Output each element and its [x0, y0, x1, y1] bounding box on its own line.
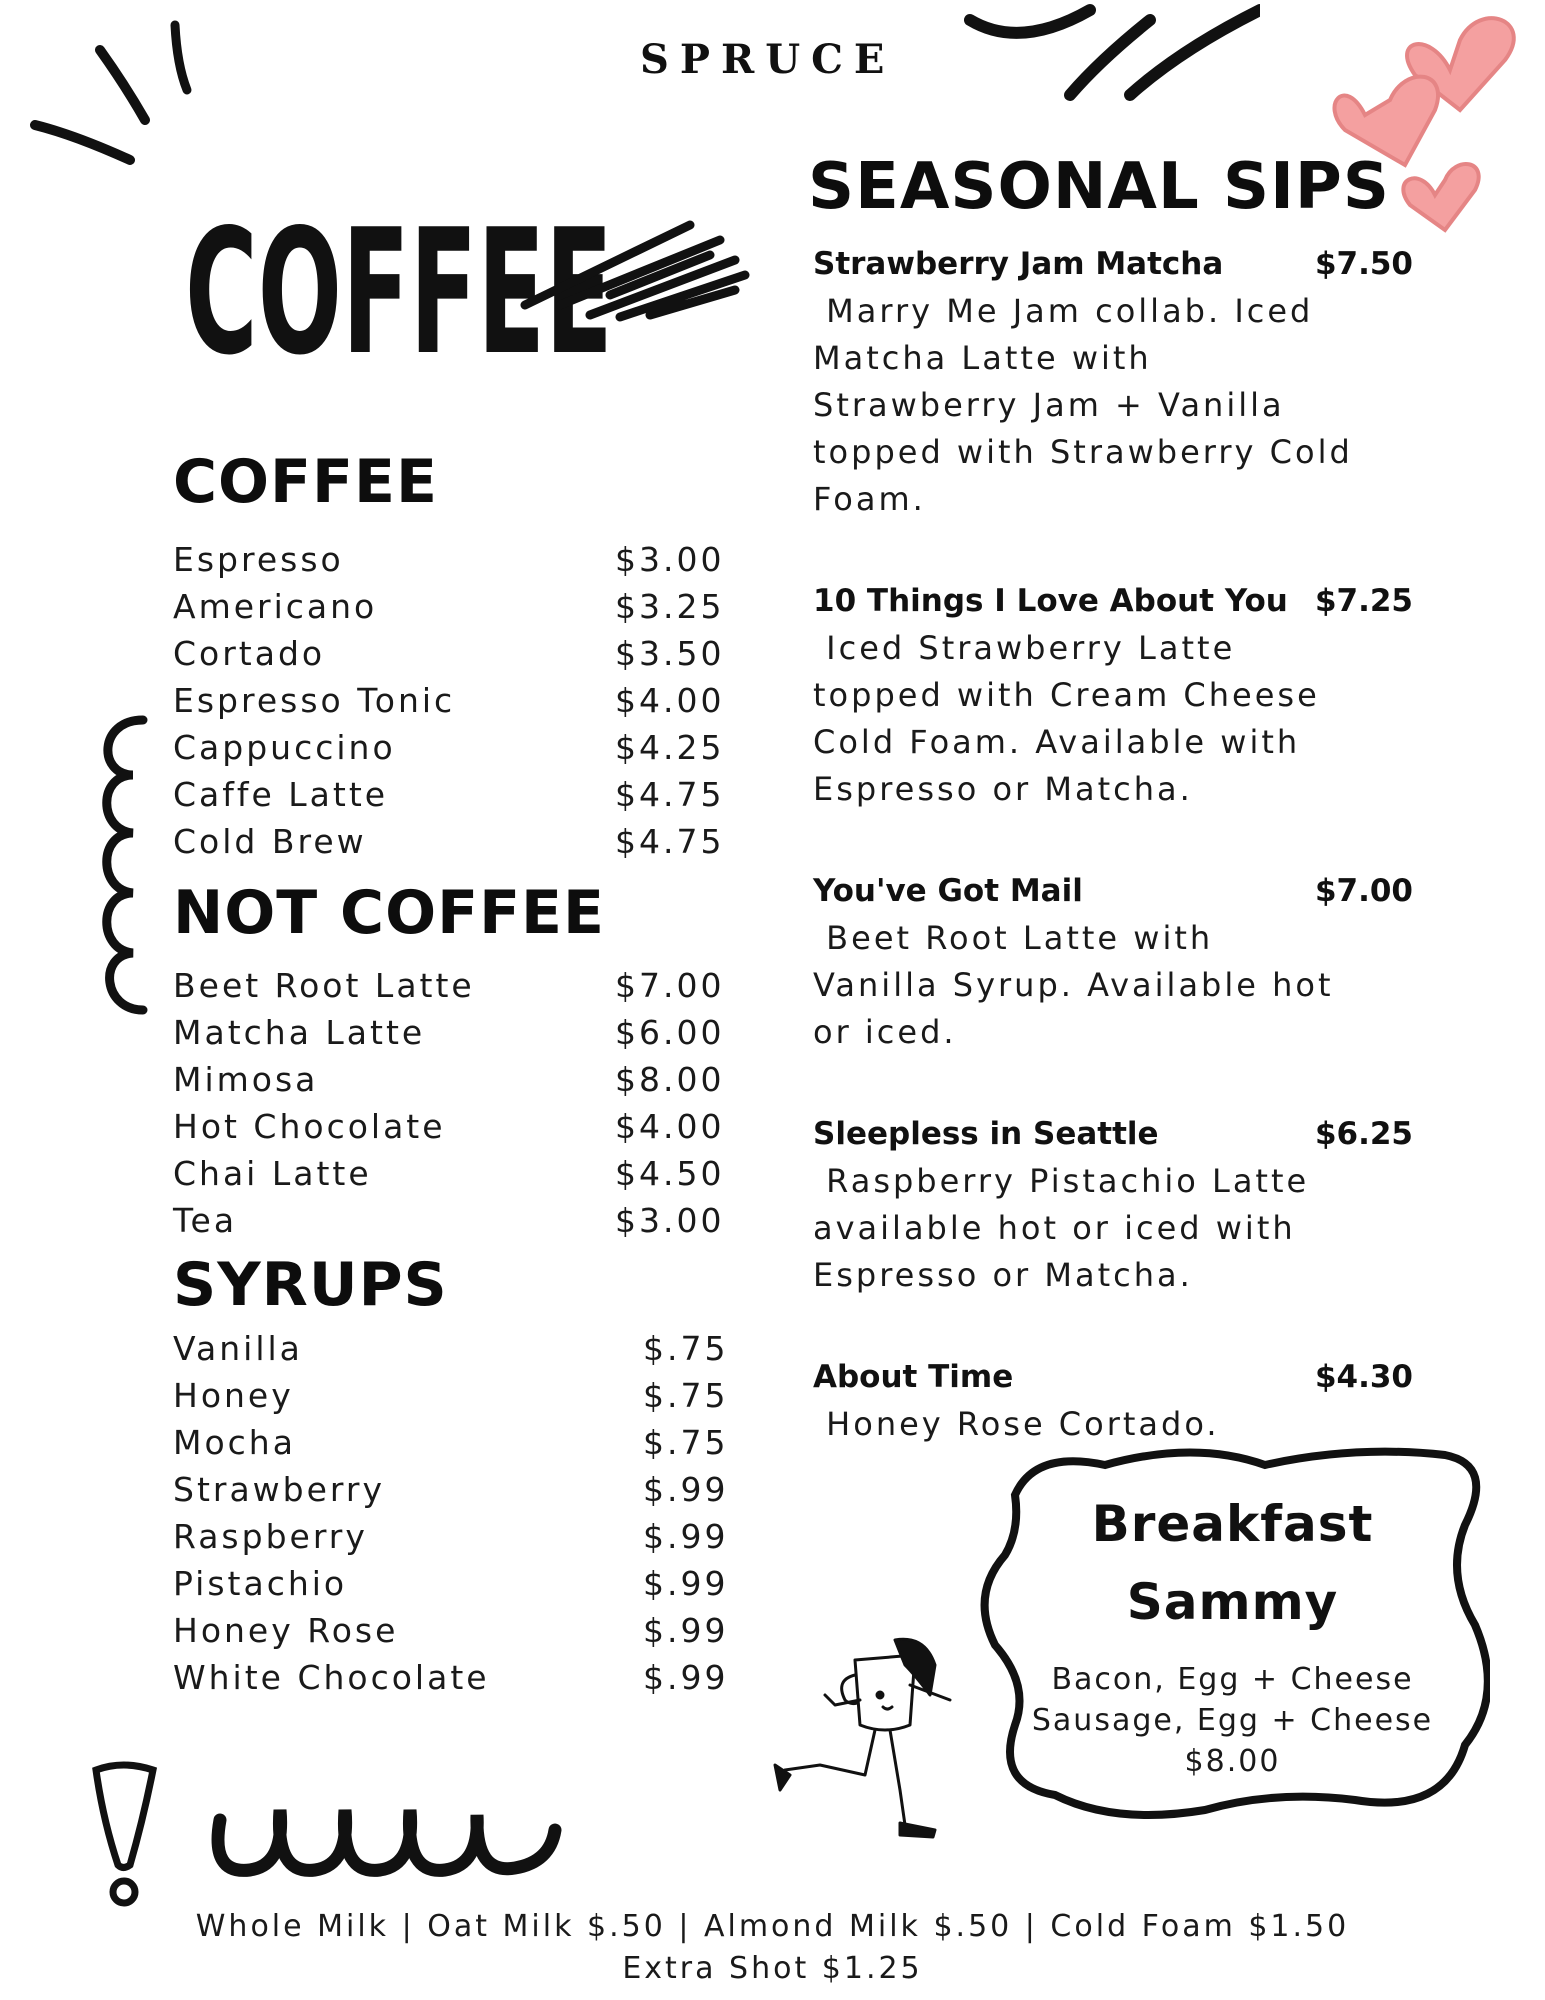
syrups-list [173, 1325, 733, 1701]
menu-item-price: $.99 [643, 1470, 729, 1509]
menu-item [173, 724, 733, 771]
syrups-section-title: SYRUPS [173, 1250, 448, 1320]
menu-item-name: Pistachio [173, 1564, 348, 1603]
seasonal-drink-description-line: Beet Root Latte with [813, 919, 1214, 957]
menu-item-name: Americano [173, 587, 378, 626]
menu-item-price: $.75 [643, 1329, 729, 1368]
brand-name: SPRUCE [640, 36, 896, 83]
not-coffee-section-title: NOT COFFEE [173, 878, 606, 948]
menu-item-name: Espresso [173, 540, 344, 579]
menu-item-name: Mimosa [173, 1060, 319, 1099]
menu-item [173, 1513, 733, 1560]
menu-item [173, 583, 733, 630]
seasonal-drink-description-line: Honey Rose Cortado. [813, 1405, 1220, 1443]
seasonal-drink-description-line: Cold Foam. Available with [813, 723, 1301, 761]
menu-item [173, 1466, 733, 1513]
menu-item-name: Hot Chocolate [173, 1107, 446, 1146]
menu-item-price: $3.50 [615, 634, 725, 673]
seasonal-drink [813, 1116, 1443, 1299]
breakfast-title-line1: Breakfast [1091, 1495, 1374, 1553]
menu-item-name: Espresso Tonic [173, 681, 456, 720]
seasonal-drink-name: Sleepless in Seattle [813, 1116, 1159, 1152]
breakfast-title-line2: Sammy [1126, 1573, 1339, 1631]
menu-item [173, 1103, 733, 1150]
menu-item-name: Cappuccino [173, 728, 396, 767]
menu-item-name: Strawberry [173, 1470, 385, 1509]
menu-item-price: $4.25 [615, 728, 725, 767]
menu-item-name: Mocha [173, 1423, 296, 1462]
curly-squiggle-icon [88, 715, 158, 1015]
seasonal-drink-name: You've Got Mail [813, 873, 1083, 909]
top-scribble-icon [960, 0, 1260, 110]
seasonal-drink [813, 246, 1443, 523]
seasonal-drink-description-line: Iced Strawberry Latte [813, 629, 1236, 667]
breakfast-item-1: Bacon, Egg + Cheese [1051, 1662, 1414, 1697]
seasonal-drink-header [813, 1359, 1413, 1395]
footer-addons [0, 1906, 1545, 1990]
running-cup-mascot-icon [765, 1625, 965, 1850]
menu-item-price: $4.50 [615, 1154, 725, 1193]
menu-item-name: White Chocolate [173, 1658, 490, 1697]
seasonal-drink-header [813, 1116, 1413, 1152]
scribble-strokes-icon [520, 205, 750, 325]
seasonal-drink-header [813, 873, 1413, 909]
breakfast-card [975, 1445, 1490, 1820]
menu-item [173, 1560, 733, 1607]
wave-squiggle-icon [205, 1790, 565, 1885]
seasonal-drink-description-line: available hot or iced with [813, 1209, 1296, 1247]
menu-item-price: $.99 [643, 1564, 729, 1603]
seasonal-drink-description-line: Espresso or Matcha. [813, 1256, 1193, 1294]
menu-item-price: $.75 [643, 1423, 729, 1462]
menu-item-price: $4.75 [615, 775, 725, 814]
menu-item-name: Tea [173, 1201, 238, 1240]
menu-item-name: Beet Root Latte [173, 966, 475, 1005]
coffee-list [173, 536, 733, 865]
menu-item [173, 962, 733, 1009]
seasonal-drink-description-line: topped with Strawberry Cold [813, 433, 1353, 471]
menu-item [173, 1056, 733, 1103]
coffee-logo-text: COFFEE [185, 191, 613, 394]
menu-item [173, 677, 733, 724]
seasonal-drink-description-line: Matcha Latte with [813, 339, 1152, 377]
seasonal-drink-header [813, 246, 1413, 282]
menu-item-price: $3.00 [615, 1201, 725, 1240]
seasonal-drink-header [813, 583, 1413, 619]
menu-item-price: $4.75 [615, 822, 725, 861]
menu-item [173, 1150, 733, 1197]
menu-item [173, 1607, 733, 1654]
seasonal-drink-description-line: Foam. [813, 480, 926, 518]
seasonal-drink-description-line: Vanilla Syrup. Available hot [813, 966, 1334, 1004]
menu-item-price: $8.00 [615, 1060, 725, 1099]
seasonal-drink [813, 1359, 1443, 1448]
menu-item-name: Honey [173, 1376, 294, 1415]
menu-item [173, 536, 733, 583]
seasonal-drink-price: $7.25 [1314, 583, 1413, 619]
exclamation-icon [88, 1760, 163, 1910]
menu-item [173, 1419, 733, 1466]
menu-item-price: $3.00 [615, 540, 725, 579]
menu-item-price: $4.00 [615, 1107, 725, 1146]
menu-item-name: Cold Brew [173, 822, 367, 861]
menu-item-name: Matcha Latte [173, 1013, 426, 1052]
footer-line-2: Extra Shot $1.25 [622, 1951, 923, 1986]
menu-item-name: Cortado [173, 634, 326, 673]
seasonal-drink-description-line: Strawberry Jam + Vanilla [813, 386, 1285, 424]
menu-item [173, 1197, 733, 1244]
coffee-section-title: COFFEE [173, 447, 438, 517]
menu-item-name: Honey Rose [173, 1611, 399, 1650]
menu-item [173, 818, 733, 865]
menu-item [173, 1654, 733, 1701]
seasonal-drink-price: $7.50 [1314, 246, 1413, 282]
menu-item [173, 1325, 733, 1372]
menu-item-price: $.99 [643, 1611, 729, 1650]
menu-item [173, 630, 733, 677]
menu-item-price: $7.00 [615, 966, 725, 1005]
menu-item-price: $6.00 [615, 1013, 725, 1052]
seasonal-drink-description-line: Marry Me Jam collab. Iced [813, 292, 1314, 330]
menu-item-name: Chai Latte [173, 1154, 372, 1193]
seasonal-list [813, 246, 1443, 1508]
seasonal-drink-price: $7.00 [1314, 873, 1413, 909]
menu-item-price: $4.00 [615, 681, 725, 720]
menu-item-price: $.75 [643, 1376, 729, 1415]
seasonal-drink-description-line: topped with Cream Cheese [813, 676, 1320, 714]
seasonal-drink-description-line: or iced. [813, 1013, 957, 1051]
menu-item-price: $.99 [643, 1658, 729, 1697]
menu-item-name: Vanilla [173, 1329, 303, 1368]
menu-item [173, 771, 733, 818]
menu-item-name: Caffe Latte [173, 775, 389, 814]
seasonal-section-title: SEASONAL SIPS [808, 150, 1390, 224]
seasonal-drink-name: Strawberry Jam Matcha [813, 246, 1224, 282]
seasonal-drink-description-line: Espresso or Matcha. [813, 770, 1193, 808]
breakfast-price: $8.00 [1184, 1744, 1281, 1779]
menu-item-price: $.99 [643, 1517, 729, 1556]
menu-item [173, 1009, 733, 1056]
seasonal-drink-name: 10 Things I Love About You [813, 583, 1288, 619]
seasonal-drink-price: $6.25 [1314, 1116, 1413, 1152]
menu-item-price: $3.25 [615, 587, 725, 626]
seasonal-drink-name: About Time [813, 1359, 1014, 1395]
seasonal-drink [813, 873, 1443, 1056]
breakfast-item-2: Sausage, Egg + Cheese [1031, 1703, 1434, 1738]
seasonal-drink [813, 583, 1443, 813]
not-coffee-list [173, 962, 733, 1244]
seasonal-drink-description-line: Raspberry Pistachio Latte [813, 1162, 1310, 1200]
footer-line-1: Whole Milk | Oat Milk $.50 | Almond Milk $.50 | Cold Foam $1.50 [195, 1909, 1350, 1944]
menu-item [173, 1372, 733, 1419]
seasonal-drink-price: $4.30 [1314, 1359, 1413, 1395]
menu-item-name: Raspberry [173, 1517, 368, 1556]
